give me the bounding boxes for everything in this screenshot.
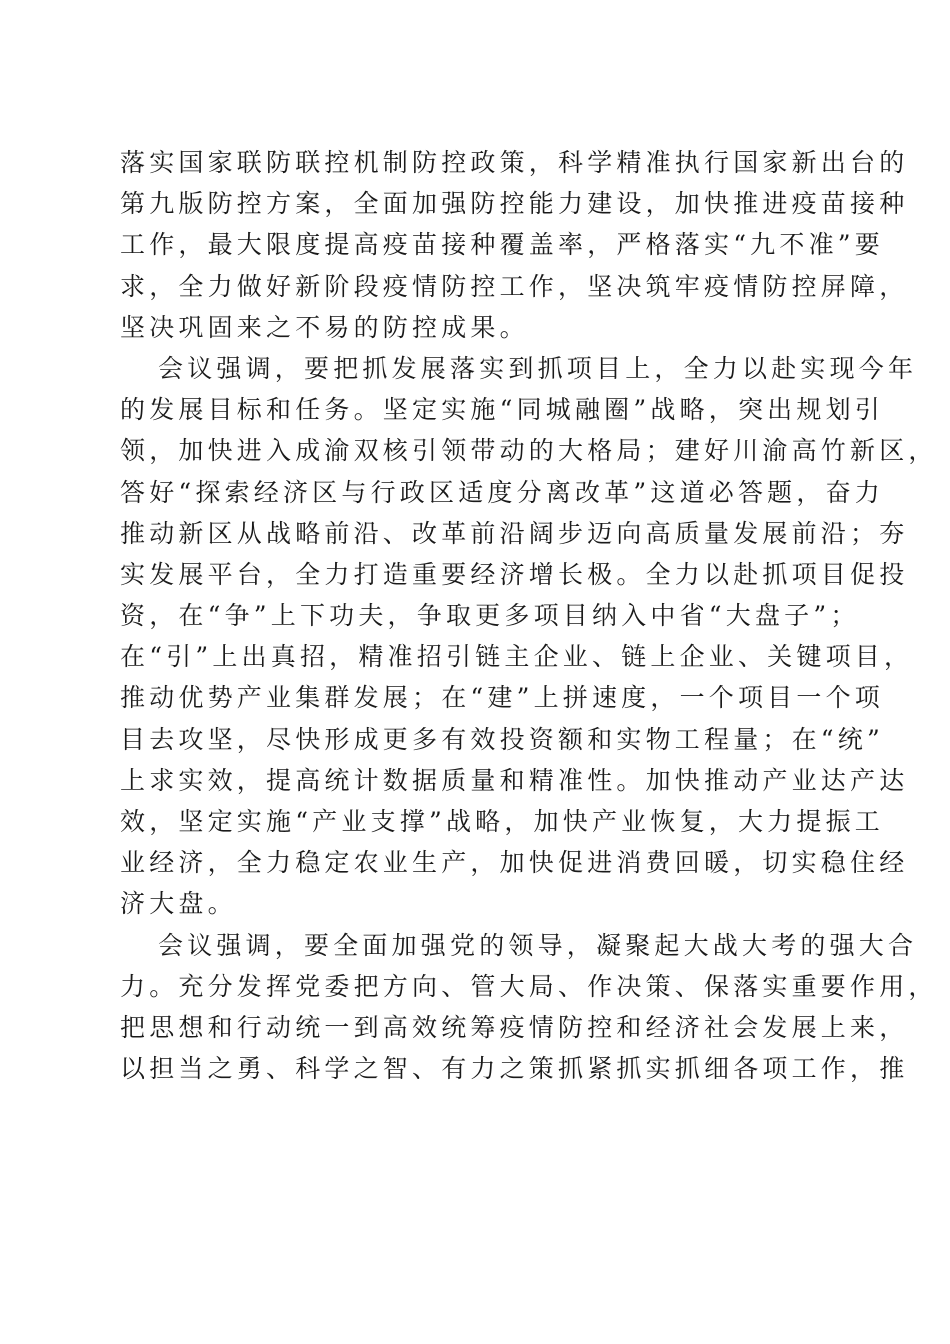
text-line: 把思想和行动统一到高效统筹疫情防控和经济社会发展上来， <box>120 1012 909 1042</box>
text-line: 答好“探索经济区与行政区适度分离改革”这道必答题，奋力 <box>120 477 884 507</box>
text-line: 资，在“争”上下功夫，争取更多项目纳入中省“大盘子”； <box>120 601 860 631</box>
text-line: 业经济，全力稳定农业生产，加快促进消费回暖，切实稳住经 <box>120 848 909 878</box>
text-line: 落实国家联防联控机制防控政策，科学精准执行国家新出台的 <box>120 148 909 177</box>
text-line: 坚决巩固来之不易的防控成果。 <box>120 312 529 342</box>
paragraph-start-line: 会议强调，要把抓发展落实到抓项目上，全力以赴实现今年 <box>158 353 918 383</box>
text-line: 实发展平台，全力打造重要经济增长极。全力以赴抓项目促投 <box>120 559 909 589</box>
text-line: 推动优势产业集群发展；在“建”上拼速度，一个项目一个项 <box>120 683 884 713</box>
text-line: 力。充分发挥党委把方向、管大局、作决策、保落实重要作用， <box>120 971 938 1001</box>
text-line: 效，坚定实施“产业支撑”战略，加快产业恢复，大力提振工 <box>120 807 884 836</box>
body-text <box>120 142 938 1089</box>
text-line: 目去攻坚，尽快形成更多有效投资额和实物工程量；在“统” <box>120 724 884 754</box>
paragraph-start-line: 会议强调，要全面加强党的领导，凝聚起大战大考的强大合 <box>158 930 918 960</box>
text-line: 的发展目标和任务。坚定实施“同城融圈”战略，突出规划引 <box>120 395 884 425</box>
text-line: 在“引”上出真招，精准招引链主企业、链上企业、关键项目， <box>120 642 914 672</box>
text-line: 推动新区从战略前沿、改革前沿阔步迈向高质量发展前沿；夯 <box>120 518 909 548</box>
text-line: 上求实效，提高统计数据质量和精准性。加快推动产业达产达 <box>120 765 909 795</box>
text-line: 领，加快进入成渝双核引领带动的大格局；建好川渝高竹新区， <box>120 436 938 466</box>
text-line: 济大盘。 <box>120 889 237 919</box>
text-line: 工作，最大限度提高疫苗接种覆盖率，严格落实“九不准”要 <box>120 230 884 260</box>
text-line: 以担当之勇、科学之智、有力之策抓紧抓实抓细各项工作，推 <box>120 1054 909 1084</box>
text-line: 第九版防控方案，全面加强防控能力建设，加快推进疫苗接种 <box>120 189 909 219</box>
text-line: 求，全力做好新阶段疫情防控工作，坚决筑牢疫情防控屏障， <box>120 271 909 301</box>
